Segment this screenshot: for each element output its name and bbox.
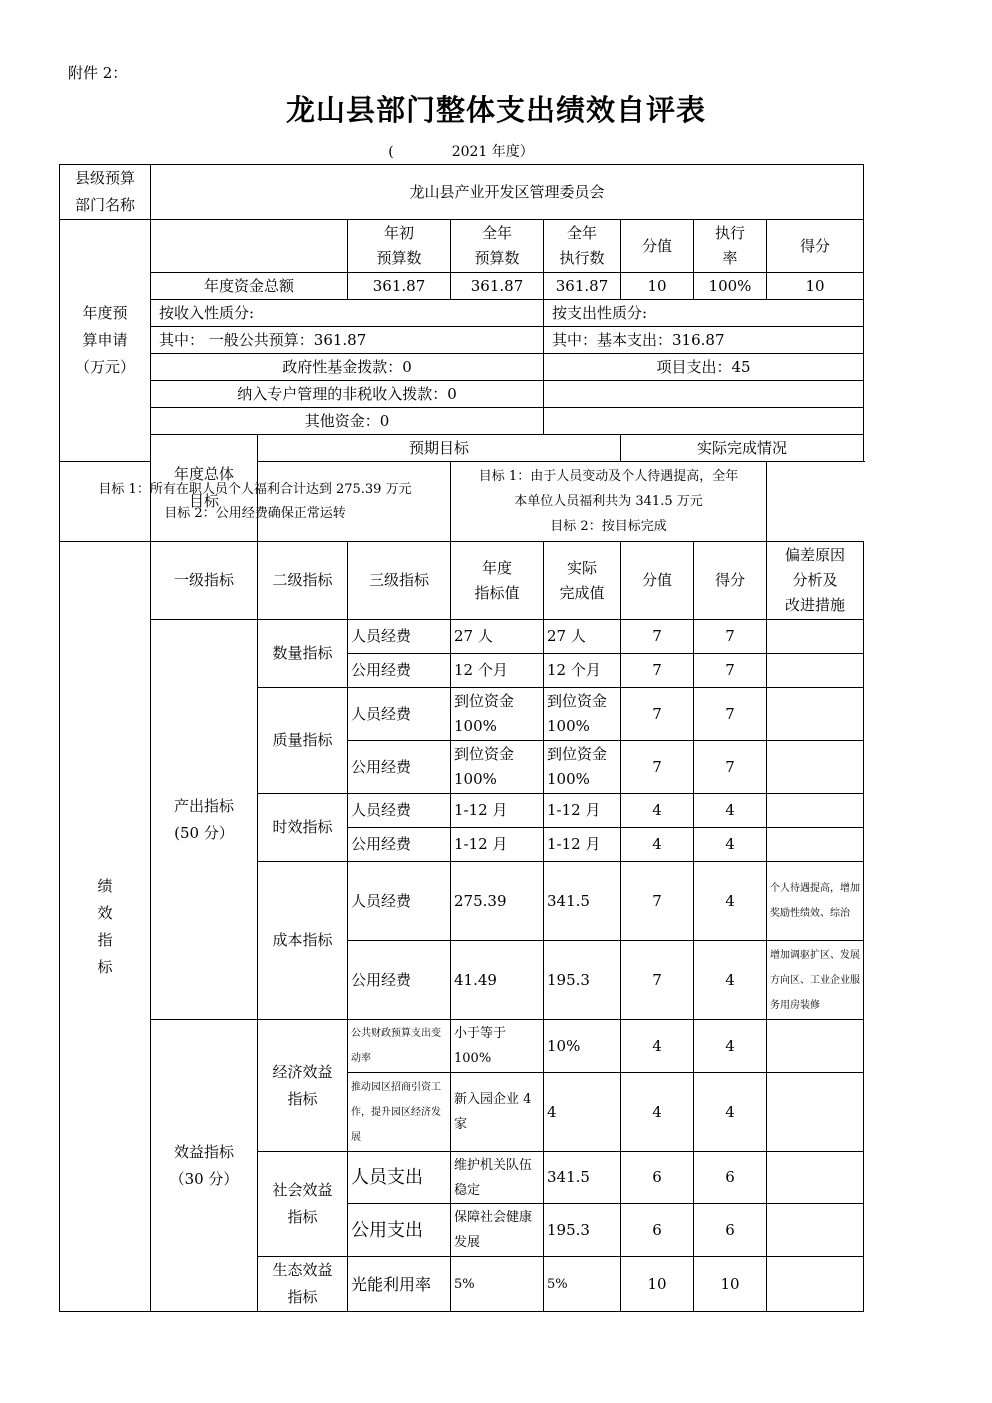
row-score-value: 7 [621,941,694,1020]
row-score-value: 7 [621,654,694,688]
row-score-value: 6 [621,1152,694,1204]
row-deviation [767,688,864,741]
row-score: 7 [694,688,767,741]
row-actual: 到位资金 100% [544,688,621,741]
attachment-label: 附件 2： [68,64,128,82]
perf-header-actual: 实际 完成值 [544,542,621,620]
col-initial-budget: 年初 预算数 [348,220,451,273]
row-level3: 人员经费 [348,620,451,654]
row-target: 27 人 [451,620,544,654]
row-score: 4 [694,1020,767,1073]
total-rate: 100% [694,273,767,300]
row-score: 7 [694,620,767,654]
row-deviation [767,741,864,794]
row-level3: 公用经费 [348,828,451,862]
cost-indicator: 成本指标 [258,862,348,1020]
economic-indicator: 经济效益 指标 [258,1020,348,1152]
perf-header-level1: 一级指标 [151,542,258,620]
row-target: 275.39 [451,862,544,941]
row-actual: 到位资金 100% [544,741,621,794]
row-actual: 1-12 月 [544,794,621,828]
perf-header-score: 得分 [694,542,767,620]
empty-cell [544,381,864,408]
row-target: 到位资金 100% [451,688,544,741]
expense-project: 项目支出：45 [544,354,864,381]
row-deviation: 个人待遇提高，增加奖励性绩效、综治 [767,862,864,941]
benefit-indicator-points: （30 分） [169,1169,239,1188]
expected-goal-text [60,462,451,542]
row-deviation [767,828,864,862]
col-exec-amount: 全年 执行数 [544,220,621,273]
row-target: 1-12 月 [451,794,544,828]
row-level3: 推动园区招商引资工作，提升园区经济发展 [348,1073,451,1152]
perf-header-score-value: 分值 [621,542,694,620]
row-deviation [767,1257,864,1312]
year-line [0,141,922,161]
perf-header-level3: 三级指标 [348,542,451,620]
row-score-value: 7 [621,620,694,654]
income-gov-fund: 政府性基金拨款：0 [151,354,544,381]
quality-indicator: 质量指标 [258,688,348,794]
row-level3: 人员经费 [348,688,451,741]
row-actual: 5% [544,1257,621,1312]
actual-goal-1a: 目标 1：由于人员变动及个人待遇提高，全年 [478,469,739,484]
row-score-value: 10 [621,1257,694,1312]
row-actual: 341.5 [544,1152,621,1204]
total-score-value: 10 [621,273,694,300]
actual-goal-1b: 本单位人员福利共为 341.5 万元 [514,494,703,509]
income-nontax: 纳入专户管理的非税收入拨款：0 [151,381,544,408]
output-indicator-points: (50 分） [174,823,234,842]
total-full: 361.87 [451,273,544,300]
income-general-budget: 其中： 一般公共预算：361.87 [151,327,544,354]
income-header: 按收入性质分: [151,300,544,327]
row-deviation: 增加调驱扩区、发展方向区、工业企业服务用房装修 [767,941,864,1020]
row-score: 4 [694,828,767,862]
row-actual: 27 人 [544,620,621,654]
row-target: 到位资金 100% [451,741,544,794]
row-deviation [767,1073,864,1152]
row-actual: 195.3 [544,941,621,1020]
budget-blank-header [151,220,348,273]
row-target: 保障社会健康发展 [451,1204,544,1257]
row-actual: 4 [544,1073,621,1152]
perf-header-deviation: 偏差原因 分析及 改进措施 [767,542,864,620]
row-score: 4 [694,941,767,1020]
row-deviation [767,654,864,688]
col-exec-rate: 执行 率 [694,220,767,273]
row-score-value: 6 [621,1204,694,1257]
row-target: 12 个月 [451,654,544,688]
row-deviation [767,620,864,654]
col-full-budget: 全年 预算数 [451,220,544,273]
social-indicator: 社会效益 指标 [258,1152,348,1257]
eco-indicator: 生态效益 指标 [258,1257,348,1312]
row-actual: 195.3 [544,1204,621,1257]
timeliness-indicator: 时效指标 [258,794,348,862]
row-level3: 公用经费 [348,654,451,688]
total-initial: 361.87 [348,273,451,300]
page-title: 龙山县部门整体支出绩效自评表 [285,93,706,127]
expected-goal-header: 预期目标 [258,435,621,462]
expected-goal-2: 目标 2：公用经费确保正常运转 [164,505,346,521]
output-indicator-cell [151,620,258,1020]
row-deviation [767,1152,864,1204]
expense-basic: 其中：基本支出：316.87 [544,327,864,354]
row-score: 4 [694,794,767,828]
row-score-value: 4 [621,828,694,862]
row-actual: 10% [544,1020,621,1073]
row-score-value: 7 [621,741,694,794]
benefit-indicator-cell [151,1020,258,1312]
row-score-value: 4 [621,1073,694,1152]
output-indicator-label: 产出指标 [173,796,234,815]
row-target: 5% [451,1257,544,1312]
year-open-paren: ( [388,144,394,160]
perf-section-label: 绩 效 指 标 [60,542,151,1312]
row-score-value: 7 [621,688,694,741]
empty-cell [544,408,864,435]
row-actual: 1-12 月 [544,828,621,862]
expected-goal-1: 目标 1：所有在职人员个人福利合计达到 275.39 万元 [98,481,412,497]
dept-name-value: 龙山县产业开发区管理委员会 [151,165,864,220]
expense-header: 按支出性质分: [544,300,864,327]
actual-goal-header: 实际完成情况 [621,435,864,462]
row-actual: 12 个月 [544,654,621,688]
income-other: 其他资金：0 [151,408,544,435]
dept-name-label: 县级预算 部门名称 [60,165,151,220]
perf-header-target: 年度 指标值 [451,542,544,620]
actual-goal-text [451,462,767,542]
goals-section-label: 年度总体 目标 [151,435,258,542]
row-level3: 人员经费 [348,794,451,828]
budget-section-label: 年度预 算申请 （万元） [60,220,151,462]
row-score-value: 4 [621,794,694,828]
row-score-value: 7 [621,862,694,941]
actual-goal-2: 目标 2：按目标完成 [550,519,667,534]
evaluation-table [59,164,864,1312]
total-funds-label: 年度资金总额 [151,273,348,300]
benefit-indicator-label: 效益指标 [173,1142,234,1161]
row-level3: 光能利用率 [348,1257,451,1312]
row-score: 6 [694,1152,767,1204]
col-score: 得分 [767,220,864,273]
row-target: 维护机关队伍稳定 [451,1152,544,1204]
row-deviation [767,1204,864,1257]
row-target: 1-12 月 [451,828,544,862]
total-exec: 361.87 [544,273,621,300]
row-level3: 人员支出 [348,1152,451,1204]
row-actual: 341.5 [544,862,621,941]
quantity-indicator: 数量指标 [258,620,348,688]
row-target: 小于等于 100% [451,1020,544,1073]
row-score: 7 [694,741,767,794]
row-level3: 公用经费 [348,941,451,1020]
row-level3: 人员经费 [348,862,451,941]
perf-header-level2: 二级指标 [258,542,348,620]
row-score: 4 [694,862,767,941]
row-score: 10 [694,1257,767,1312]
row-score: 4 [694,1073,767,1152]
row-level3: 公用经费 [348,741,451,794]
year-text: 2021 年度） [451,144,534,160]
row-level3: 公共财政预算支出变动率 [348,1020,451,1073]
row-deviation [767,794,864,828]
row-level3: 公用支出 [348,1204,451,1257]
total-score: 10 [767,273,864,300]
row-target: 新入园企业 4 家 [451,1073,544,1152]
row-score: 6 [694,1204,767,1257]
row-target: 41.49 [451,941,544,1020]
row-deviation [767,1020,864,1073]
row-score-value: 4 [621,1020,694,1073]
col-score-value: 分值 [621,220,694,273]
row-score: 7 [694,654,767,688]
